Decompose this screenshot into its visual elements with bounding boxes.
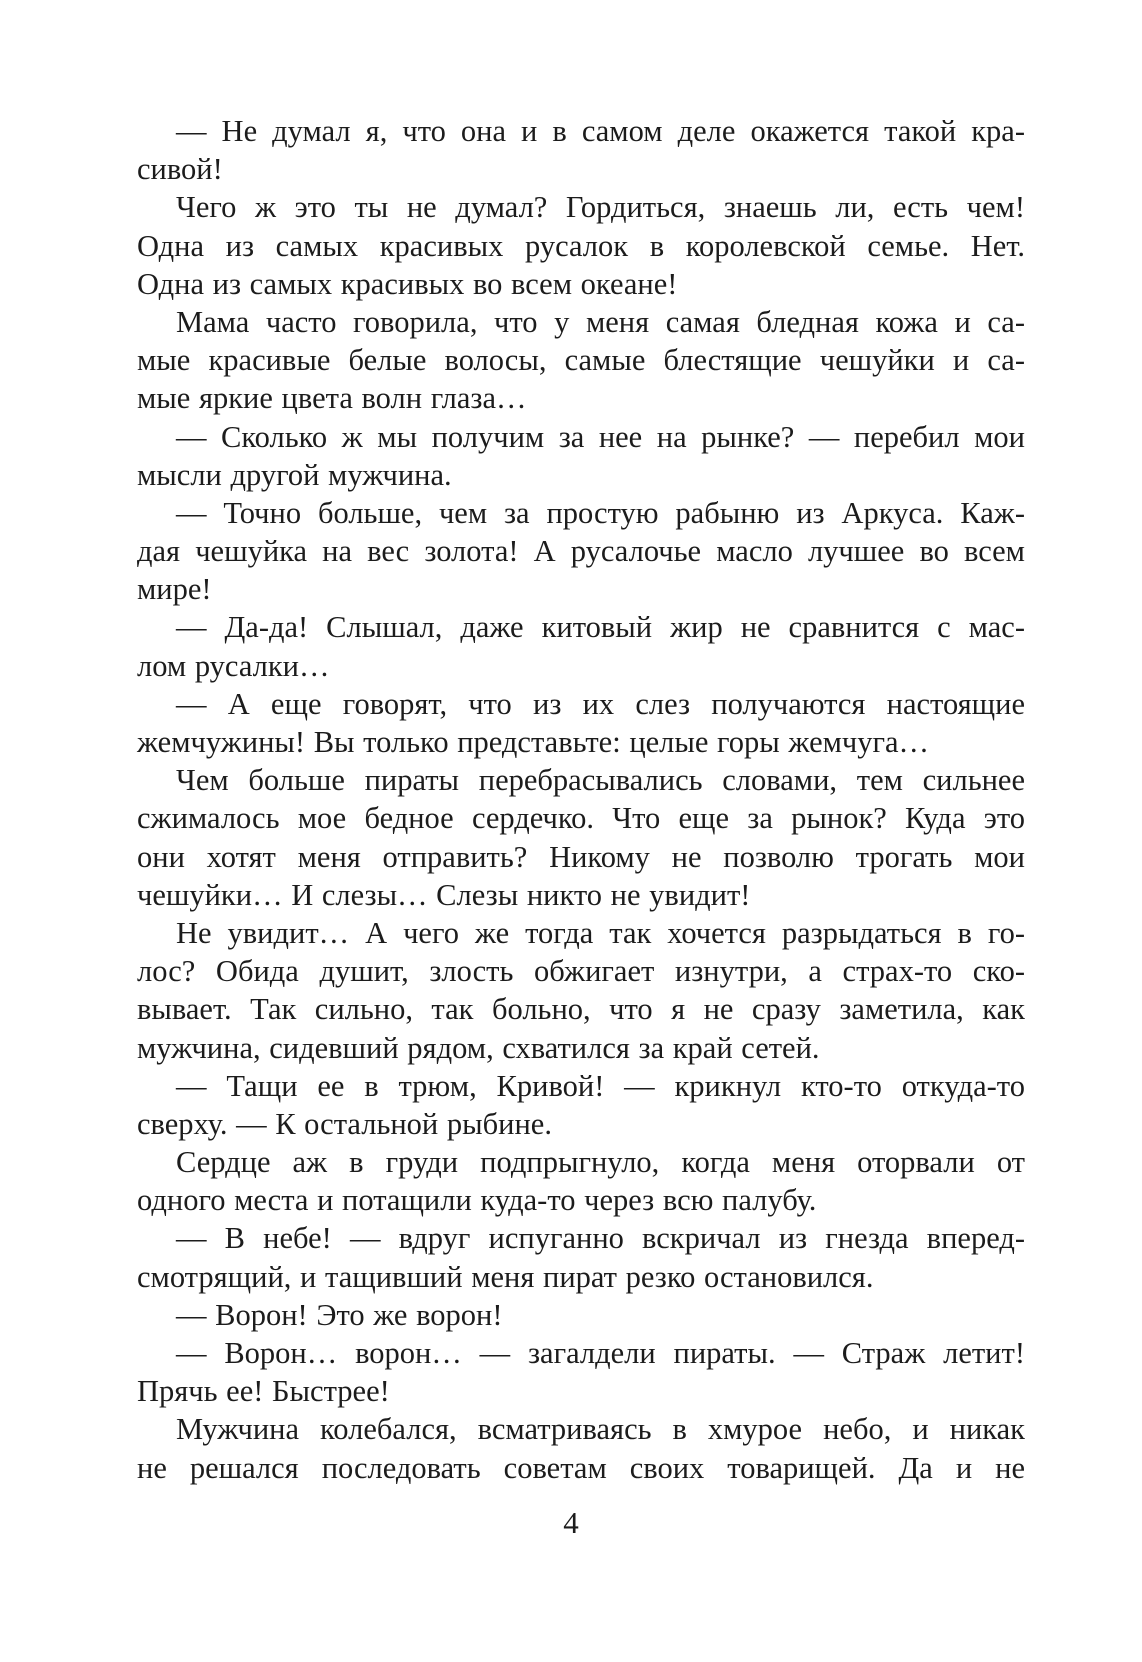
text-line: Чем больше пираты перебрасывались словами, тем сильнее: [176, 763, 1025, 798]
text-line: — Сколько ж мы получим за нее на рынке? — перебил мои: [176, 419, 1025, 454]
text-line: они хотят меня отправить? Никому не позволю трогать мои: [137, 839, 1025, 874]
text-line: Одна из самых красивых русалок в королевской семье. Нет.: [137, 228, 1025, 263]
text-line: Прячь ее! Быстрее!: [137, 1374, 390, 1409]
text-line: — В небе! — вдруг испуганно вскричал из гнезда впеpед-: [176, 1221, 1025, 1256]
text-line: сверху. — К остальной рыбине.: [137, 1106, 552, 1141]
text-line: мысли другой мужчина.: [137, 457, 452, 492]
text-line: — Ворон! Это же ворон!: [176, 1297, 503, 1332]
text-line: — А еще говорят, что из их слез получаются настоящие: [176, 686, 1025, 721]
text-line: — Да-да! Слышал, даже китовый жир не сравнится с мас-: [176, 610, 1025, 645]
text-line: — Тащи ее в трюм, Кривой! — крикнул кто-то откуда-то: [176, 1068, 1025, 1103]
text-line: вывает. Так сильно, так больно, что я не сразу заметила, как: [137, 992, 1025, 1027]
text-line: Сердце аж в груди подпрыгнуло, когда меня оторвали от: [176, 1145, 1025, 1180]
text-line: мые яркие цвета волн глаза…: [137, 381, 527, 416]
text-line: жемчужины! Вы только представьте: целые горы жемчуга…: [137, 725, 930, 759]
text-line: смотрящий, и тащивший меня пират резко остановился.: [137, 1259, 874, 1294]
text-line: сжималось мое бедное сердечко. Что еще за рынок? Куда это: [137, 801, 1025, 836]
text-line: мире!: [137, 572, 212, 607]
text-line: одного места и потащили куда-то через всю палубу.: [137, 1183, 817, 1218]
text-line: — Точно больше, чем за простую рабыню из Аркуса. Каж-: [176, 495, 1025, 530]
text-line: мужчина, сидевший рядом, схватился за край сетей.: [137, 1030, 820, 1065]
text-line: чешуйки… И слезы… Слезы никто не увидит!: [137, 877, 751, 912]
text-line: дая чешуйка на вес золота! А русалочье масло лучшее во всем: [137, 534, 1025, 569]
text-line: не решался последовать советам своих товарищей. Да и не: [137, 1450, 1025, 1485]
page-number: 4: [563, 1505, 579, 1540]
text-line: сивой!: [137, 152, 223, 187]
text-line: Чего ж это ты не думал? Гордиться, знаешь ли, есть чем!: [176, 190, 1025, 225]
text-line: Мама часто говорила, что у меня самая бледная кожа и са-: [176, 304, 1025, 339]
text-line: Мужчина колебался, всматриваясь в хмурое небо, и никак: [176, 1412, 1025, 1447]
text-line: — Ворон… ворон… — загалдели пираты. — Страж летит!: [176, 1336, 1025, 1370]
text-line: лом русалки…: [137, 648, 330, 683]
text-line: мые красивые белые волосы, самые блестящие чешуйки и са-: [137, 343, 1025, 378]
text-line: Не увидит… А чего же тогда так хочется разрыдаться в го-: [176, 915, 1025, 950]
body-text: [137, 112, 1025, 1487]
text-line: — Не думал я, что она и в самом деле окажется такой кра-: [176, 114, 1025, 148]
text-line: Одна из самых красивых во всем океане!: [137, 266, 678, 301]
text-line: лос? Обида душит, злость обжигает изнутри, а страх-то ско-: [137, 954, 1025, 989]
